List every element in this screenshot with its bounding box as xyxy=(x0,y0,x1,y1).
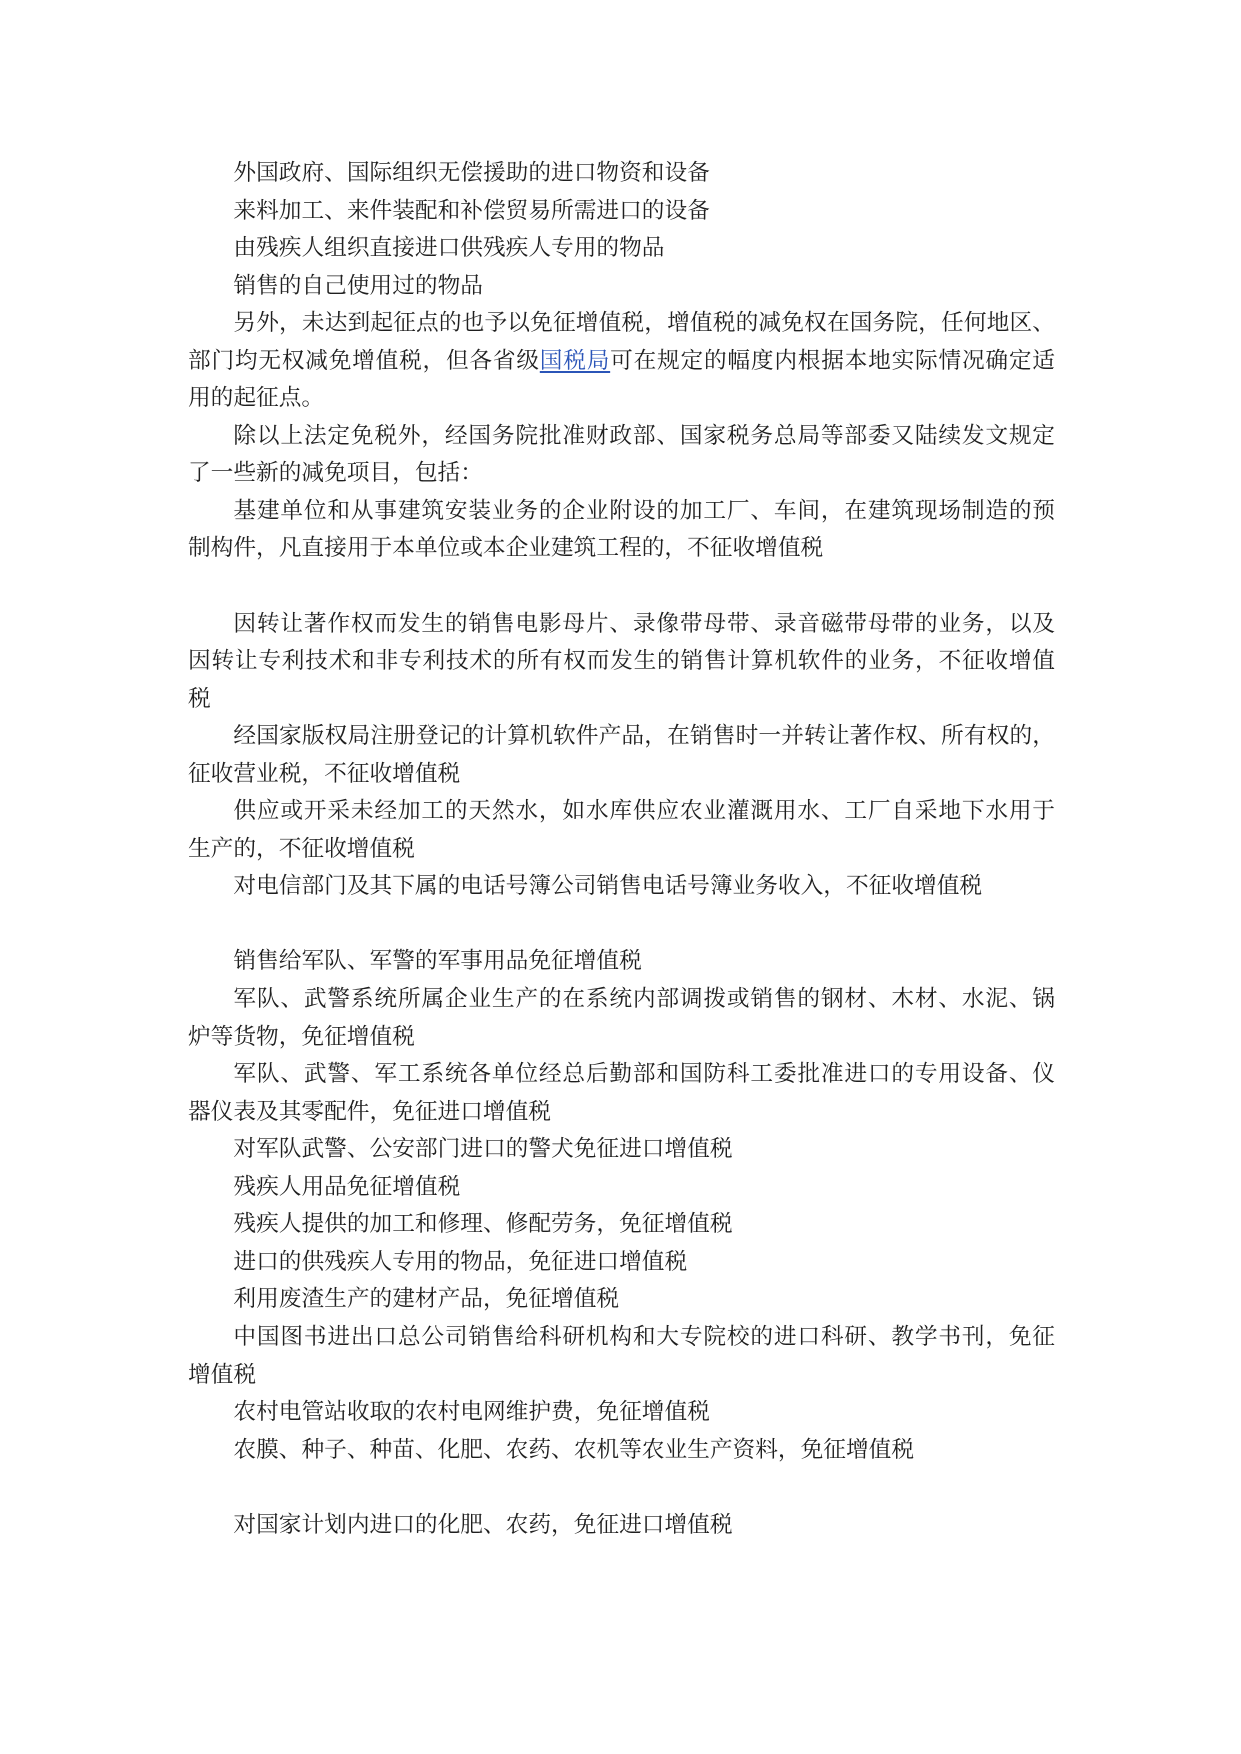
text-line: 销售的自己使用过的物品 xyxy=(233,272,483,299)
text-line: 除以上法定免税外，经国务院批准财政部、国家税务总局等部委又陆续发文规定 xyxy=(233,422,1055,449)
text-line: 增值税 xyxy=(188,1361,257,1388)
paragraph xyxy=(188,1281,1055,1319)
paragraph xyxy=(188,1432,1055,1470)
paragraph xyxy=(188,981,1055,1056)
paragraph xyxy=(188,193,1055,231)
text-line: 基建单位和从事建筑安装业务的企业附设的加工厂、车间，在建筑现场制造的预 xyxy=(233,497,1055,524)
paragraph xyxy=(188,230,1055,268)
text-line: 军队、武警、军工系统各单位经总后勤部和国防科工委批准进口的专用设备、仪 xyxy=(233,1061,1055,1088)
text-line: 来料加工、来件装配和补偿贸易所需进口的设备 xyxy=(233,197,710,224)
paragraph xyxy=(188,1394,1055,1432)
paragraph xyxy=(188,793,1055,868)
text-line: 对国家计划内进口的化肥、农药，免征进口增值税 xyxy=(233,1511,733,1538)
paragraph xyxy=(188,1507,1055,1545)
text-line: 炉等货物，免征增值税 xyxy=(188,1023,415,1050)
paragraph xyxy=(188,1169,1055,1207)
text-line: 征收营业税，不征收增值税 xyxy=(188,760,461,787)
text-line: 军队、武警系统所属企业生产的在系统内部调拨或销售的钢材、木材、水泥、锅 xyxy=(233,986,1055,1013)
text-line: 税 xyxy=(188,685,211,712)
paragraph xyxy=(188,418,1055,493)
text-line: 制构件，凡直接用于本单位或本企业建筑工程的，不征收增值税 xyxy=(188,535,824,562)
paragraph xyxy=(188,1319,1055,1394)
text-line: 利用废渣生产的建材产品，免征增值税 xyxy=(233,1286,620,1313)
text-line: 了一些新的减免项目，包括： xyxy=(188,460,483,487)
text-line: 中国图书进出口总公司销售给科研机构和大专院校的进口科研、教学书刊，免征 xyxy=(233,1323,1055,1350)
text-line: 残疾人用品免征增值税 xyxy=(233,1173,461,1200)
paragraph xyxy=(188,305,1055,418)
text-line: 由残疾人组织直接进口供残疾人专用的物品 xyxy=(233,235,665,262)
text-line: 农村电管站收取的农村电网维护费，免征增值税 xyxy=(233,1399,710,1426)
paragraph xyxy=(188,943,1055,981)
blank-line xyxy=(188,568,1055,606)
text-line: 供应或开采未经加工的天然水，如水库供应农业灌溉用水、工厂自采地下水用于 xyxy=(233,798,1055,825)
text-line: 对军队武警、公安部门进口的警犬免征进口增值税 xyxy=(233,1136,733,1163)
paragraph xyxy=(188,718,1055,793)
tax-bureau-link[interactable]: 国税局 xyxy=(539,347,611,374)
text-segment: 可在规定的幅度内根据本地实际情况确定适 xyxy=(610,347,1055,374)
blank-line xyxy=(188,1469,1055,1507)
document-page xyxy=(188,155,1055,1544)
text-line: 经国家版权局注册登记的计算机软件产品，在销售时一并转让著作权、所有权的， xyxy=(233,723,1055,750)
paragraph xyxy=(188,493,1055,568)
text-line: 残疾人提供的加工和修理、修配劳务，免征增值税 xyxy=(233,1211,733,1238)
paragraph xyxy=(188,1244,1055,1282)
text-line: 因转让专利技术和非专利技术的所有权而发生的销售计算机软件的业务，不征收增值 xyxy=(188,648,1055,675)
paragraph xyxy=(188,1131,1055,1169)
text-line: 用的起征点。 xyxy=(188,385,325,412)
text-line: 进口的供残疾人专用的物品，免征进口增值税 xyxy=(233,1248,688,1275)
paragraph xyxy=(188,606,1055,719)
paragraph xyxy=(188,1206,1055,1244)
text-line: 外国政府、国际组织无偿援助的进口物资和设备 xyxy=(233,160,710,186)
text-line xyxy=(188,343,1055,381)
paragraph xyxy=(188,268,1055,306)
blank-line xyxy=(188,906,1055,944)
paragraph xyxy=(188,868,1055,906)
text-line: 另外，未达到起征点的也予以免征增值税，增值税的减免权在国务院，任何地区、 xyxy=(233,310,1055,337)
paragraph xyxy=(188,155,1055,193)
paragraph xyxy=(188,1056,1055,1131)
text-line: 器仪表及其零配件，免征进口增值税 xyxy=(188,1098,551,1125)
text-line: 因转让著作权而发生的销售电影母片、录像带母带、录音磁带母带的业务，以及 xyxy=(233,610,1055,637)
text-line: 对电信部门及其下属的电话号簿公司销售电话号簿业务收入，不征收增值税 xyxy=(233,873,983,900)
text-line: 销售给军队、军警的军事用品免征增值税 xyxy=(233,948,642,975)
text-segment: 部门均无权减免增值税，但各省级 xyxy=(188,347,540,374)
text-line: 农膜、种子、种苗、化肥、农药、农机等农业生产资料，免征增值税 xyxy=(233,1436,915,1463)
text-line: 生产的，不征收增值税 xyxy=(188,835,415,862)
